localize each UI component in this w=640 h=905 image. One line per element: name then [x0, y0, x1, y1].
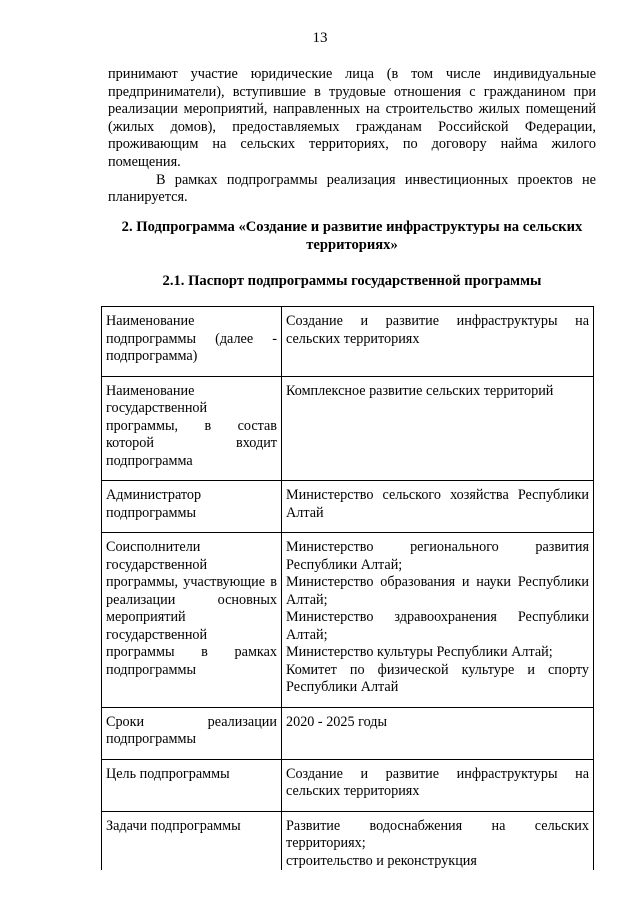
row-value [282, 533, 594, 708]
row-value [282, 376, 594, 481]
value-line: 2020 - 2025 годы [286, 713, 388, 730]
passport-table [101, 306, 594, 870]
table-row [102, 481, 594, 533]
row-label: Наименование подпрограммы (далее - подпрограмма) [102, 307, 282, 377]
value-line: Министерство культуры Республики Алтай; [286, 644, 553, 660]
body-text [108, 66, 596, 207]
row-value [282, 811, 594, 870]
table-row [102, 707, 594, 759]
section-heading: 2. Подпрограмма «Создание и развитие инфраструктуры на сельских территориях» [121, 219, 583, 253]
row-value [282, 759, 594, 811]
value-line: Развитие водоснабжения на сельских территориях; [286, 817, 589, 851]
row-label: Наименование государственной программы, в состав которой входит подпрограмма [102, 376, 282, 481]
row-value [282, 481, 594, 533]
value-line: Министерство здравоохранения Республики Алтай; [286, 609, 589, 643]
page-number: 13 [312, 30, 328, 46]
paragraph: принимают участие юридические лица (в том числе индивидуальные предприниматели), вступившие в трудовые отношения с гражданином при реализации мероприятий, направленных на строительство жилых помещений (жилых домов), предоставляемых гражданам Российской Федерации, проживающим на сельских территориях, по договору найма жилого помещения. [108, 66, 596, 170]
row-label: Цель подпрограммы [102, 759, 282, 811]
value-line: Министерство сельского хозяйства Республики Алтай [286, 487, 589, 521]
subsection-heading: 2.1. Паспорт подпрограммы государственной программы [162, 273, 542, 289]
value-line: Комплексное развитие сельских территорий [286, 382, 554, 399]
row-value [282, 307, 594, 377]
table-row [102, 533, 594, 708]
table-row [102, 811, 594, 870]
row-label: Соисполнители государственной программы, участвующие в реализации основных мероприятий государственной программы в рамках подпрограммы [102, 533, 282, 708]
table-row [102, 307, 594, 377]
table-row [102, 759, 594, 811]
table-row [102, 376, 594, 481]
paragraph: В рамках подпрограммы реализация инвестиционных проектов не планируется. [108, 171, 596, 206]
value-line: строительство и реконструкция [286, 852, 477, 869]
value-line: Создание и развитие инфраструктуры на сельских территориях [286, 765, 589, 799]
value-line: Создание и развитие инфраструктуры на сельских территориях [286, 313, 589, 347]
value-line: Министерство образования и науки Республики Алтай; [286, 574, 589, 608]
row-label: Задачи подпрограммы [102, 811, 282, 870]
row-label: Администратор подпрограммы [102, 481, 282, 533]
row-label: Сроки реализации подпрограммы [102, 707, 282, 759]
value-line: Комитет по физической культуре и спорту Республики Алтай [286, 661, 589, 695]
value-line: Министерство регионального развития Республики Алтай; [286, 539, 589, 573]
row-value [282, 707, 594, 759]
